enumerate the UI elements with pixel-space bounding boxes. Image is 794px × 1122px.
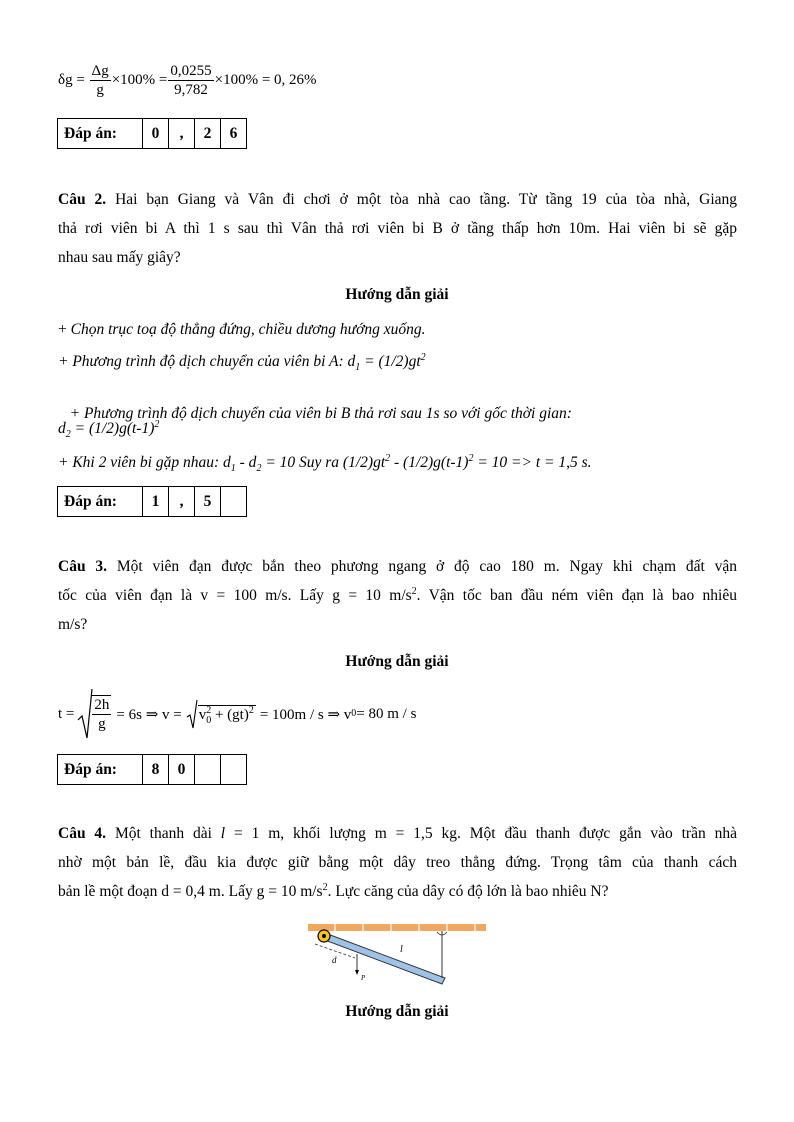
frac-num: Δg [91, 63, 109, 79]
fraction-dg-g [90, 62, 111, 99]
answer-label: Đáp án: [58, 755, 143, 785]
label-p: P [361, 974, 366, 982]
answer-cell: , [169, 487, 195, 517]
fraction-values [168, 62, 213, 99]
solution-text: - (1/2)g(t-1) [390, 454, 469, 471]
answer-label: Đáp án: [58, 487, 143, 517]
answer-table-1 [57, 118, 247, 149]
solution-text: = 10 => t = 1,5 s. [473, 454, 592, 471]
formula-text: = 100m / s ⇒ v [259, 706, 352, 723]
frac-num: 2h [94, 697, 110, 713]
superscript: 2 [154, 418, 160, 430]
frac-den: 9,782 [174, 82, 208, 98]
question-text: m/s? [58, 616, 88, 633]
answer-label: Đáp án: [58, 119, 143, 149]
superscript: 2 [385, 452, 391, 464]
frac-den: g [98, 716, 106, 732]
frac-num: 0,0255 [170, 63, 212, 79]
formula-text: = 80 m / s [356, 705, 417, 722]
sqrt-sign [186, 699, 198, 729]
answer-cell: 8 [143, 755, 169, 785]
superscript: 2 [468, 452, 474, 464]
solution-text: d [58, 420, 66, 437]
question-text: Một viên đạn được bắn theo phương ngang ở độ cao 180 m. Ngay khi chạm đất vận [116, 558, 738, 575]
superscript: 2 [411, 585, 417, 597]
question-text: Hai bạn Giang và Vân đi chơi ở một tòa nhà cao tầng. Từ tầng 19 của tòa nhà, Giang [115, 191, 737, 208]
answer-cell [221, 755, 247, 785]
question-3 [58, 552, 737, 639]
question-text: . Lực căng của dây có độ lớn là bao nhiêu N? [327, 883, 609, 900]
subscript: 0 [206, 714, 212, 726]
solution-line-1 [58, 321, 426, 339]
solution-title: Hướng dẫn giải [345, 1003, 449, 1020]
formula-text: v [198, 706, 207, 723]
formula-result: ×100% = 0, 26% [214, 72, 317, 88]
solution-line-2 [58, 351, 426, 374]
sqrt-content [198, 705, 256, 724]
superscript: 2 [322, 881, 328, 893]
solution-text: = (1/2)g(t-1) [70, 420, 155, 437]
formula-text: t = [58, 705, 75, 722]
subscript: 2 [256, 463, 262, 475]
question-text: . Vận tốc ban đầu ném viên đạn là bao nhiêu [416, 587, 737, 604]
solution-title: Hướng dẫn giải [345, 286, 449, 303]
superscript: 2 [248, 704, 254, 716]
rod-figure [305, 920, 490, 990]
answer-cell: 5 [195, 487, 221, 517]
answer-cell: 0 [169, 755, 195, 785]
answer-cell [195, 755, 221, 785]
solution-title: Hướng dẫn giải [345, 653, 449, 670]
question-text: l [220, 825, 226, 842]
answer-cell: 1 [143, 487, 169, 517]
solution-text: = (1/2)gt [360, 353, 421, 370]
question-number: Câu 3. [58, 558, 108, 575]
solution-text: Chọn trục toạ độ thẳng đứng, chiều dương hướng xuống. [70, 321, 426, 338]
superscript: 2 [420, 351, 426, 363]
question-text: = 1 m, khối lượng m = 1,5 kg. Một đầu thanh được gắn vào trần nhà [225, 825, 737, 842]
frac-den: g [96, 82, 104, 98]
label-l: l [400, 944, 403, 955]
subscript: 1 [355, 362, 361, 374]
question-text: thả rơi viên bi A thì 1 s sau thì Vân thả rơi viên bi B ở tầng thấp hơn 10m. Hai viên bi sẽ gặp [58, 220, 737, 237]
error-formula: δg = $\frac{\Delta g}{g}$ ×100% = $\frac{0,0255}{9,782}$ ×100% = 0, 26% [58, 63, 317, 98]
hinge-pin [322, 934, 326, 938]
solution-line-4 [58, 418, 160, 441]
question-text: tốc của viên đạn là v = 100 m/s. Lấy g = 10 m/s [58, 587, 412, 604]
formula-text: = 6s ⇒ v = [116, 706, 182, 723]
formula-lhs: δg [58, 72, 73, 88]
formula-times: ×100% = [111, 72, 168, 88]
solution-text: + Phương trình độ dịch chuyển của viên bi A: d [58, 353, 356, 370]
superscript: 2 [206, 704, 212, 716]
weight-arrow-icon [355, 970, 359, 975]
solution-line-3 [58, 387, 572, 423]
subscript: 1 [230, 463, 236, 475]
question-text: bản lề một đoạn d = 0,4 m. Lấy g = 10 m/s [58, 883, 323, 900]
q3-formula: t = $\frac{2h}{g}$ = 6s ⇒ v = $v_0^2 + (gt)^2$ = 100m / s ⇒ v 0 = 80 m / s [58, 688, 416, 740]
subscript: 2 [65, 429, 71, 441]
answer-cell: 6 [221, 119, 247, 149]
question-4 [58, 819, 737, 906]
answer-table-3 [57, 754, 247, 785]
rod [322, 933, 445, 984]
question-2 [58, 185, 737, 272]
answer-table-2 [57, 486, 247, 517]
answer-cell: , [169, 119, 195, 149]
solution-line-5 [58, 452, 592, 475]
answer-cell: 2 [195, 119, 221, 149]
question-text: nhau sau mấy giây? [58, 249, 181, 266]
solution-text: - d [235, 454, 257, 471]
question-text: Một thanh dài [114, 825, 221, 842]
sqrt-fraction [92, 695, 111, 733]
answer-cell: 0 [143, 119, 169, 149]
question-text: nhờ một bản lề, đầu kia được giữ bằng một dây treo thẳng đứng. Trọng tâm của thanh cách [58, 854, 737, 871]
formula-text: + (gt) [211, 706, 249, 723]
plus-sign: + [58, 321, 67, 338]
sqrt-sign [77, 688, 93, 740]
answer-cell [221, 487, 247, 517]
label-d: d [332, 955, 337, 965]
question-number: Câu 4. [58, 825, 107, 842]
solution-text: + Phương trình độ dịch chuyển của viên bi B thả rơi sau 1s so với gốc thời gian: [65, 405, 572, 422]
question-number: Câu 2. [58, 191, 107, 208]
solution-text: = 10 Suy ra (1/2)gt [261, 454, 386, 471]
solution-text: + Khi 2 viên bi gặp nhau: d [58, 454, 231, 471]
